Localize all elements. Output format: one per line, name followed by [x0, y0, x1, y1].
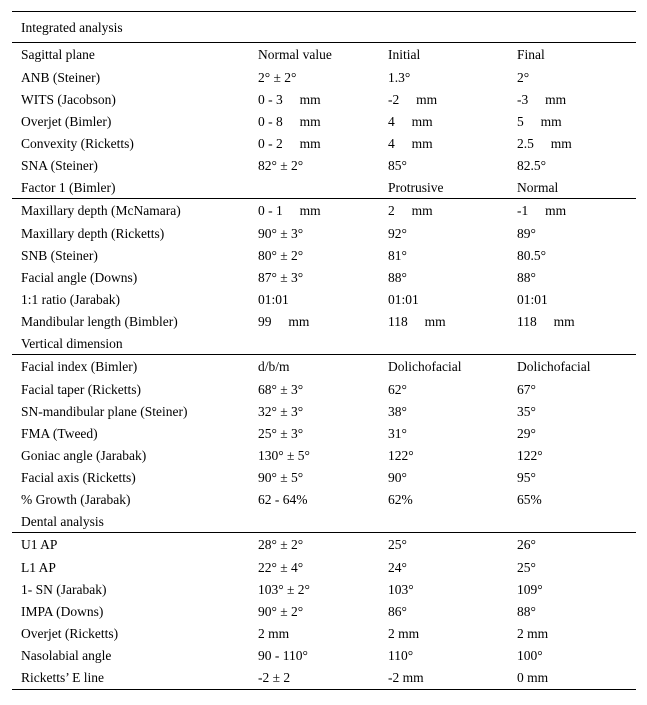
table-row [12, 445, 636, 467]
initial-value-cell: 31° [388, 426, 407, 441]
row-label: Vertical dimension [21, 336, 123, 351]
row-label: FMA (Tweed) [21, 426, 98, 441]
normal-value-cell: 0 - 3 mm [258, 92, 321, 107]
final-value-cell [517, 333, 636, 354]
row-label: L1 AP [21, 560, 56, 575]
final-value-cell: 5 mm [517, 114, 562, 129]
table-row [12, 601, 636, 623]
row-label: Sagittal plane [21, 47, 95, 62]
final-value-cell: 25° [517, 560, 536, 575]
row-label: Facial axis (Ricketts) [21, 470, 136, 485]
table-row [12, 223, 636, 245]
table-row [12, 423, 636, 445]
final-value-cell: 122° [517, 448, 543, 463]
final-value-cell: 82.5° [517, 158, 547, 173]
normal-value-cell: 82° ± 2° [258, 158, 304, 173]
final-value-cell: 35° [517, 404, 536, 419]
row-label: IMPA (Downs) [21, 604, 104, 619]
final-value-cell: 118 mm [517, 314, 575, 329]
normal-value-cell [258, 333, 388, 354]
final-value-cell: 2° [517, 70, 530, 85]
initial-value-cell: 1.3° [388, 70, 411, 85]
final-value-cell: -1 mm [517, 203, 567, 218]
table-row [12, 333, 636, 355]
initial-value-cell: Dolichofacial [388, 359, 462, 374]
normal-value-cell: 32° ± 3° [258, 404, 304, 419]
normal-value-cell: 0 - 8 mm [258, 114, 321, 129]
initial-value-cell: 62% [388, 492, 413, 507]
row-label: Facial taper (Ricketts) [21, 382, 141, 397]
table-row [12, 579, 636, 601]
initial-value-cell: 92° [388, 226, 407, 241]
row-label: Factor 1 (Bimler) [21, 180, 116, 195]
table-row [12, 267, 636, 289]
row-label: U1 AP [21, 537, 58, 552]
table-row [12, 401, 636, 423]
final-value-cell: 95° [517, 470, 536, 485]
normal-value-cell: 2° ± 2° [258, 70, 297, 85]
final-value-cell: 80.5° [517, 248, 547, 263]
final-value-cell: Normal [517, 180, 559, 195]
normal-value-cell: 22° ± 4° [258, 560, 304, 575]
row-label: SN-mandibular plane (Steiner) [21, 404, 188, 419]
final-value-cell: 88° [517, 270, 536, 285]
initial-value-cell: 62° [388, 382, 407, 397]
final-value-cell: 2 mm [517, 626, 549, 641]
row-label: Facial angle (Downs) [21, 270, 138, 285]
initial-value-cell: 81° [388, 248, 407, 263]
row-label: SNA (Steiner) [21, 158, 98, 173]
table-row [12, 311, 636, 333]
normal-value-cell: 28° ± 2° [258, 537, 304, 552]
final-value-cell: 2.5 mm [517, 136, 572, 151]
final-value-cell: Dolichofacial [517, 359, 591, 374]
row-label: 1:1 ratio (Jarabak) [21, 292, 120, 307]
initial-value-cell: 88° [388, 270, 407, 285]
final-value-cell: 65% [517, 492, 542, 507]
final-value-cell: 67° [517, 382, 536, 397]
initial-value-cell: Protrusive [388, 180, 444, 195]
initial-value-cell: 38° [388, 404, 407, 419]
initial-value-cell: 122° [388, 448, 414, 463]
initial-value-cell: 24° [388, 560, 407, 575]
initial-value-cell: 4 mm [388, 136, 433, 151]
normal-value-cell: 80° ± 2° [258, 248, 304, 263]
normal-value-cell [258, 511, 388, 532]
table-row [12, 467, 636, 489]
final-value-cell: 109° [517, 582, 543, 597]
normal-value-cell: Normal value [258, 47, 332, 62]
row-label: Maxillary depth (McNamara) [21, 203, 181, 218]
normal-value-cell: 103° ± 2° [258, 582, 310, 597]
normal-value-cell: 2 mm [258, 626, 290, 641]
normal-value-cell: 01:01 [258, 292, 289, 307]
row-label: % Growth (Jarabak) [21, 492, 131, 507]
table-row [12, 489, 636, 511]
table-row [12, 667, 636, 689]
normal-value-cell: 90° ± 5° [258, 470, 304, 485]
final-value-cell: 0 mm [517, 670, 549, 685]
table-row [12, 289, 636, 311]
initial-value-cell: 110° [388, 648, 414, 663]
final-value-cell: -3 mm [517, 92, 567, 107]
normal-value-cell: 130° ± 5° [258, 448, 310, 463]
final-value-cell: 26° [517, 537, 536, 552]
normal-value-cell: 62 - 64% [258, 492, 308, 507]
row-label: Dental analysis [21, 514, 104, 529]
table-row [12, 245, 636, 267]
final-value-cell: 89° [517, 226, 536, 241]
normal-value-cell: 99 mm [258, 314, 310, 329]
row-label: Maxillary depth (Ricketts) [21, 226, 165, 241]
table-row [12, 177, 636, 199]
initial-value-cell: 90° [388, 470, 407, 485]
row-label: WITS (Jacobson) [21, 92, 116, 107]
table-title: Integrated analysis [12, 12, 636, 43]
final-value-cell: 29° [517, 426, 536, 441]
table-row [12, 89, 636, 111]
table-row [12, 511, 636, 533]
row-label: Goniac angle (Jarabak) [21, 448, 147, 463]
initial-value-cell: 01:01 [388, 292, 419, 307]
normal-value-cell: 90 - 110° [258, 648, 308, 663]
normal-value-cell: 90° ± 2° [258, 604, 304, 619]
normal-value-cell: 0 - 1 mm [258, 203, 321, 218]
normal-value-cell [258, 177, 388, 198]
table-row [12, 533, 636, 557]
final-value-cell: 01:01 [517, 292, 548, 307]
normal-value-cell: d/b/m [258, 359, 290, 374]
row-label: Ricketts’ E line [21, 670, 104, 685]
row-label: Overjet (Bimler) [21, 114, 112, 129]
normal-value-cell: 0 - 2 mm [258, 136, 321, 151]
initial-value-cell: 118 mm [388, 314, 446, 329]
normal-value-cell: -2 ± 2 [258, 670, 291, 685]
initial-value-cell: Initial [388, 47, 421, 62]
row-label: Facial index (Bimler) [21, 359, 138, 374]
final-value-cell [517, 511, 636, 532]
table-row [12, 355, 636, 379]
table-row [12, 111, 636, 133]
row-label: SNB (Steiner) [21, 248, 98, 263]
integrated-analysis-table [12, 11, 636, 690]
row-label: Nasolabial angle [21, 648, 112, 663]
initial-value-cell [388, 511, 517, 532]
initial-value-cell: 2 mm [388, 203, 433, 218]
table-row [12, 557, 636, 579]
final-value-cell: 100° [517, 648, 543, 663]
row-label: ANB (Steiner) [21, 70, 101, 85]
final-value-cell: 88° [517, 604, 536, 619]
initial-value-cell: 86° [388, 604, 407, 619]
table-row [12, 43, 636, 67]
table-row [12, 623, 636, 645]
table-row [12, 67, 636, 89]
normal-value-cell: 25° ± 3° [258, 426, 304, 441]
table-body [12, 43, 636, 689]
row-label: Mandibular length (Bimbler) [21, 314, 178, 329]
row-label: Overjet (Ricketts) [21, 626, 119, 641]
initial-value-cell: 103° [388, 582, 414, 597]
table-row [12, 645, 636, 667]
table-row [12, 133, 636, 155]
initial-value-cell: -2 mm [388, 92, 438, 107]
initial-value-cell: 4 mm [388, 114, 433, 129]
initial-value-cell [388, 333, 517, 354]
table-row [12, 155, 636, 177]
row-label: 1- SN (Jarabak) [21, 582, 107, 597]
table-row [12, 199, 636, 223]
normal-value-cell: 68° ± 3° [258, 382, 304, 397]
final-value-cell: Final [517, 47, 545, 62]
normal-value-cell: 87° ± 3° [258, 270, 304, 285]
initial-value-cell: 2 mm [388, 626, 420, 641]
table-row [12, 379, 636, 401]
initial-value-cell: 25° [388, 537, 407, 552]
initial-value-cell: -2 mm [388, 670, 424, 685]
initial-value-cell: 85° [388, 158, 407, 173]
row-label: Convexity (Ricketts) [21, 136, 134, 151]
normal-value-cell: 90° ± 3° [258, 226, 304, 241]
